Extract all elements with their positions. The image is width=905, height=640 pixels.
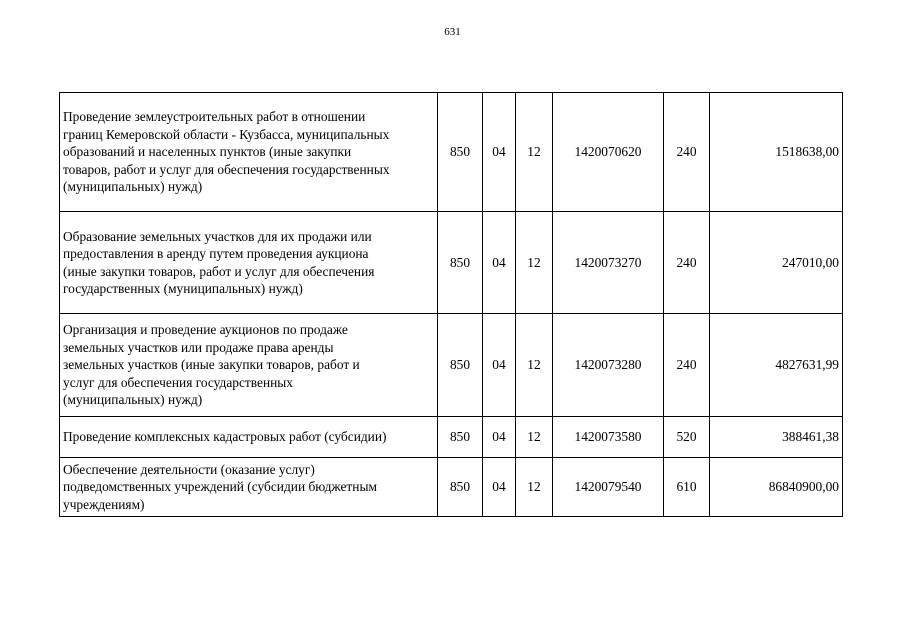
- ministry-code: 850: [438, 458, 483, 517]
- ministry-code: 850: [438, 93, 483, 212]
- page-number: 631: [444, 26, 461, 38]
- subsection-code: 12: [516, 458, 553, 517]
- table-row: [60, 417, 843, 458]
- row-description: Проведение комплексных кадастровых работ (субсидии): [60, 417, 438, 458]
- amount: 1518638,00: [710, 93, 843, 212]
- amount: 86840900,00: [710, 458, 843, 517]
- amount: 4827631,99: [710, 314, 843, 417]
- expense-type-code: 520: [664, 417, 710, 458]
- expense-type-code: 240: [664, 93, 710, 212]
- ministry-code: 850: [438, 212, 483, 314]
- row-description: Обеспечение деятельности (оказание услуг) подведомственных учреждений (субсидии бюджетным учреждениям): [60, 458, 438, 517]
- expense-type-code: 240: [664, 314, 710, 417]
- expense-type-code: 610: [664, 458, 710, 517]
- section-code: 04: [483, 458, 516, 517]
- ministry-code: 850: [438, 314, 483, 417]
- subsection-code: 12: [516, 93, 553, 212]
- ministry-code: 850: [438, 417, 483, 458]
- target-article-code: 1420079540: [553, 458, 664, 517]
- table-row: [60, 458, 843, 517]
- budget-table: [59, 92, 843, 517]
- amount: 388461,38: [710, 417, 843, 458]
- amount: 247010,00: [710, 212, 843, 314]
- table-row: [60, 93, 843, 212]
- section-code: 04: [483, 93, 516, 212]
- table-row: [60, 212, 843, 314]
- target-article-code: 1420073280: [553, 314, 664, 417]
- section-code: 04: [483, 314, 516, 417]
- subsection-code: 12: [516, 212, 553, 314]
- target-article-code: 1420073270: [553, 212, 664, 314]
- target-article-code: 1420073580: [553, 417, 664, 458]
- subsection-code: 12: [516, 417, 553, 458]
- section-code: 04: [483, 417, 516, 458]
- row-description: Проведение землеустроительных работ в отношении границ Кемеровской области - Кузбасса, муниципальных образований и населенных пунктов (иные закупки товаров, работ и услуг для обеспечения государственных (муниципальных) нужд): [60, 93, 438, 212]
- row-description: Образование земельных участков для их продажи или предоставления в аренду путем проведения аукциона (иные закупки товаров, работ и услуг для обеспечения государственных (муниципальных) нужд): [60, 212, 438, 314]
- section-code: 04: [483, 212, 516, 314]
- table-row: [60, 314, 843, 417]
- expense-type-code: 240: [664, 212, 710, 314]
- target-article-code: 1420070620: [553, 93, 664, 212]
- subsection-code: 12: [516, 314, 553, 417]
- row-description: Организация и проведение аукционов по продаже земельных участков или продаже права аренды земельных участков (иные закупки товаров, работ и услуг для обеспечения государственных (муниципальных) нужд): [60, 314, 438, 417]
